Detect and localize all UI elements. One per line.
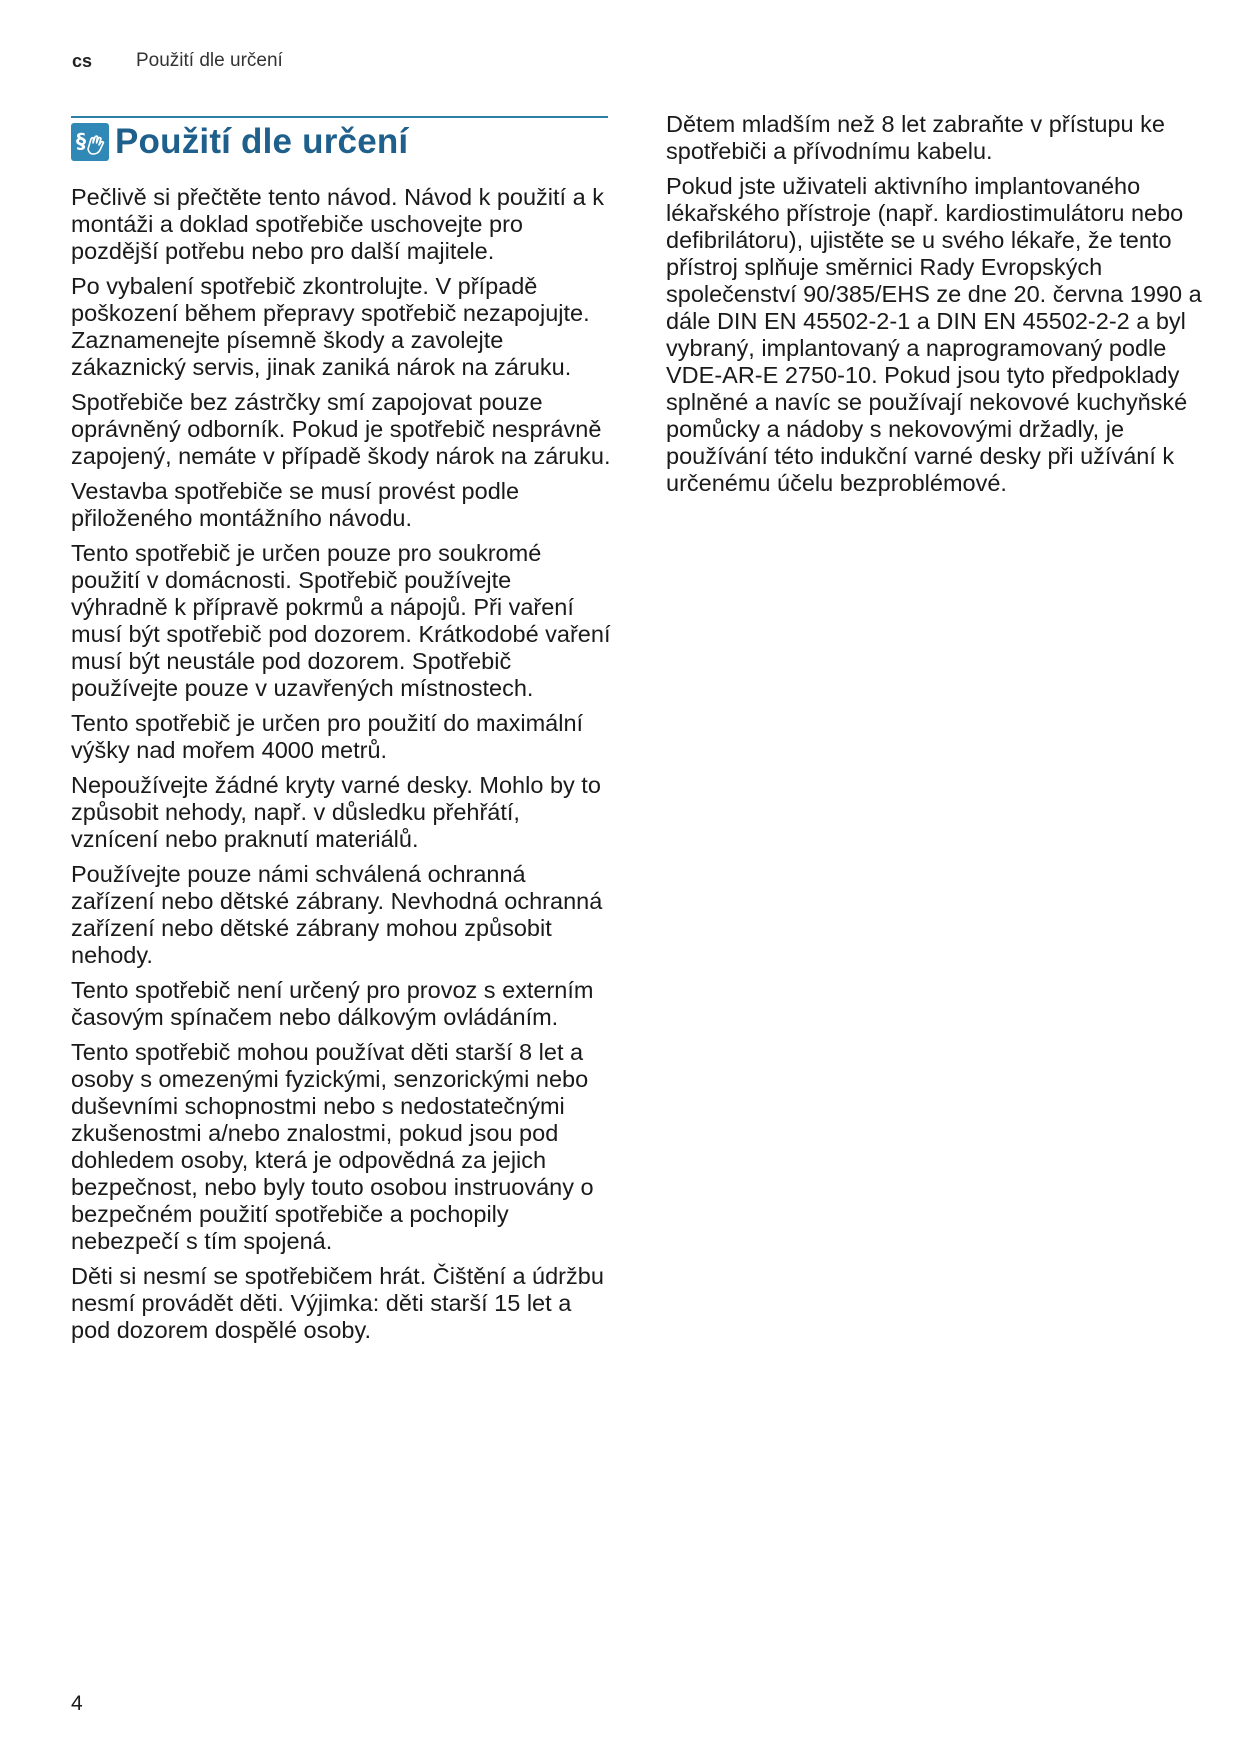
- running-section-title: Použití dle určení: [136, 50, 283, 71]
- right-column: [666, 111, 1206, 505]
- paragraph: Spotřebiče bez zástrčky smí zapojovat pouze oprávněný odborník. Pokud je spotřebič nesprávně zapojený, nemáte v případě škody nárok na záruku.: [71, 389, 611, 469]
- paragraph: Tento spotřebič mohou používat děti starší 8 let a osoby s omezenými fyzickými, senzorickými nebo duševními schopnostmi nebo s nedostatečnými zkušenostmi a/nebo znalostmi, pokud jsou pod dohledem osoby, která je odpovědná za jejich bezpečnost, nebo byly touto osobou instruovány o bezpečném použití spotřebiče a pochopily nebezpečí s tím spojená.: [71, 1039, 594, 1254]
- language-code: cs: [72, 50, 93, 71]
- paragraph: Po vybalení spotřebič zkontrolujte. V případě poškození během přepravy spotřebič nezapojujte. Zaznamenejte písemně škody a zavolejte zákaznický servis, jinak zaniká nárok na záruku.: [71, 273, 590, 380]
- paragraph: Pečlivě si přečtěte tento návod. Návod k použití a k montáži a doklad spotřebiče uschovejte pro pozdější potřebu nebo pro další majitele.: [71, 184, 604, 264]
- paragraph: Nepoužívejte žádné kryty varné desky. Mohlo by to způsobit nehody, např. v důsledku přehřátí, vznícení nebo praknutí materiálů.: [71, 772, 601, 852]
- left-column: [71, 184, 611, 1352]
- svg-text:§: §: [76, 129, 86, 153]
- paragraph: Tento spotřebič je určen pouze pro soukromé použití v domácnosti. Spotřebič používejte výhradně k přípravě pokrmů a nápojů. Při vaření musí být spotřebič pod dozorem. Krátkodobé vaření musí být neustále pod dozorem. Spotřebič používejte pouze v uzavřených místnostech.: [71, 540, 611, 701]
- paragraph: Dětem mladším než 8 let zabraňte v přístupu ke spotřebiči a přívodnímu kabelu.: [666, 111, 1165, 164]
- paragraph-hand-icon: [71, 123, 109, 161]
- section-title: Použití dle určení: [115, 122, 409, 161]
- page-header: [72, 46, 283, 76]
- paragraph: Pokud jste uživateli aktivního implantovaného lékařského přístroje (např. kardiostimulátoru nebo defibrilátoru), ujistěte se u svého lékaře, že tento přístroj splňuje směrnici Rady Evropských společenství 90/385/EHS ze dne 20. června 1990 a dále DIN EN 45502-2-1 a DIN EN 45502-2-2 a byl vybraný, implantovaný a naprogramovaný podle VDE-AR-E 2750-10. Pokud jsou tyto předpoklady splněné a navíc se používají nekovové kuchyňské pomůcky a nádoby s nekovovými držadly, je používání této indukční varné desky při užívání k určenému účelu bezproblémové.: [666, 173, 1202, 496]
- paragraph: Vestavba spotřebiče se musí provést podle přiloženého montážního návodu.: [71, 478, 520, 531]
- paragraph: Tento spotřebič není určený pro provoz s externím časovým spínačem nebo dálkovým ovládáním.: [71, 977, 594, 1030]
- paragraph: Tento spotřebič je určen pro použití do maximální výšky nad mořem 4000 metrů.: [71, 710, 584, 763]
- page-number: 4: [71, 1692, 83, 1715]
- section-heading: [71, 116, 608, 162]
- paragraph: Používejte pouze námi schválená ochranná zařízení nebo dětské zábrany. Nevhodná ochranná zařízení nebo dětské zábrany mohou způsobit nehody.: [71, 861, 603, 968]
- paragraph: Děti si nesmí se spotřebičem hrát. Čištění a údržbu nesmí provádět děti. Výjimka: děti starší 15 let a pod dozorem dospělé osoby.: [71, 1263, 604, 1343]
